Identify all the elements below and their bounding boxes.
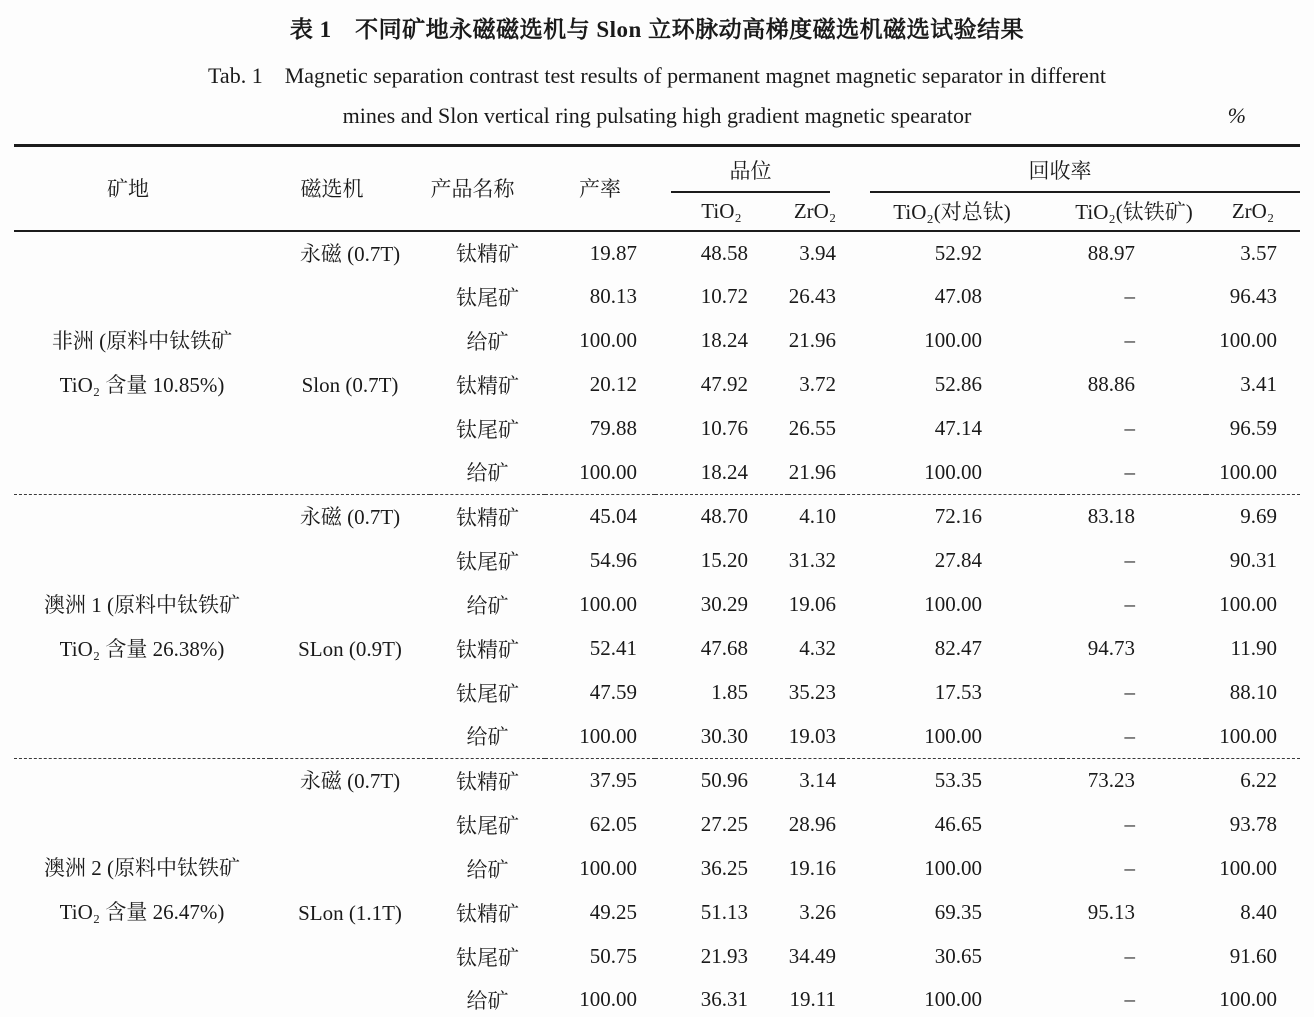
mine-line1: 澳洲 1 (原料中钛铁矿 [44,592,240,617]
cell-grade-tio2: 30.30 [700,723,748,748]
cell-grade-tio2: 21.93 [700,944,748,968]
cell-grade-tio2: 51.13 [700,900,748,924]
col-header-rec-tio2-ilmenite: TiO₂(钛铁矿) [1062,193,1206,231]
cell-rec-tio2-ilmenite: – [1124,459,1135,484]
cell-product: 钛尾矿 [456,417,519,442]
cell-grade-zro2: 26.43 [788,284,836,308]
cell-rec-tio2-total: 100.00 [924,856,982,880]
cell-grade-zro2: 19.03 [788,723,836,748]
mine-line2: TiO₂ 含量 26.47%) [59,900,225,924]
table-header [14,146,1300,231]
cell-grade-tio2: 47.92 [700,372,748,396]
cell-rec-tio2-total: 82.47 [934,636,982,660]
cell-rec-tio2-ilmenite: 88.97 [1087,240,1135,265]
cell-rec-tio2-total: 52.92 [934,240,982,265]
cell-rec-tio2-total: 17.53 [934,680,982,704]
cell-rec-zro2: 8.40 [1240,900,1277,924]
cell-rec-zro2: 11.90 [1230,636,1277,660]
cell-rec-tio2-total: 100.00 [924,459,982,484]
mine-line1: 澳洲 2 (原料中钛铁矿 [44,856,240,880]
cell-product: 钛精矿 [456,901,519,926]
cell-product: 钛尾矿 [456,549,519,574]
cell-rec-tio2-ilmenite: 88.86 [1087,372,1135,396]
cell-rec-tio2-ilmenite: – [1124,723,1135,748]
cell-grade-zro2: 31.32 [788,548,836,572]
cell-grade-tio2: 18.24 [700,328,748,352]
cell-rec-zro2: 88.10 [1229,680,1277,704]
cell-rec-tio2-ilmenite: – [1124,680,1135,704]
cell-rec-tio2-ilmenite: – [1124,944,1135,968]
cell-yield: 100.00 [579,856,637,880]
separator-cell: Slon (0.7T) [301,372,399,397]
cell-product: 钛尾矿 [456,681,519,706]
cell-grade-tio2: 36.31 [700,987,748,1012]
mine-cell [14,759,270,1017]
separator-cell: SLon (1.1T) [298,900,402,925]
cell-rec-tio2-ilmenite: – [1124,592,1135,616]
cell-rec-tio2-total: 27.84 [934,548,982,572]
separator-cell: SLon (0.9T) [298,636,402,661]
cell-rec-zro2: 100.00 [1219,592,1277,616]
cell-grade-zro2: 4.10 [788,495,842,539]
cell-rec-zro2: 100.00 [1219,987,1277,1012]
cell-rec-tio2-ilmenite: – [1124,812,1135,836]
cell-grade-tio2: 48.70 [655,495,788,539]
col-header-yield: 产率 [545,146,655,231]
cell-rec-tio2-ilmenite: – [1124,416,1135,440]
table-title-en-line2: mines and Slon vertical ring pulsating high gradient magnetic spearator [342,103,972,128]
cell-rec-zro2: 100.00 [1219,328,1277,352]
cell-grade-zro2: 35.23 [788,680,836,704]
cell-grade-tio2: 36.25 [700,856,748,880]
table-row [14,495,1300,539]
cell-grade-zro2: 3.14 [788,759,842,803]
cell-yield: 100.00 [579,723,637,748]
cell-yield: 45.04 [545,495,655,539]
cell-rec-zro2: 91.60 [1229,944,1277,968]
cell-product: 给矿 [466,329,509,354]
mine-cell [14,231,270,495]
table-row [14,231,1300,275]
separator-cell: 永磁 (0.7T) [270,759,430,891]
cell-grade-zro2: 28.96 [788,812,836,836]
cell-rec-tio2-total: 30.65 [934,944,982,968]
cell-rec-tio2-total: 100.00 [924,987,982,1012]
cell-grade-tio2: 10.72 [700,284,748,308]
cell-grade-tio2: 1.85 [711,680,748,704]
cell-product: 钛尾矿 [456,945,519,970]
cell-rec-zro2: 100.00 [1219,459,1277,484]
cell-grade-zro2: 19.06 [788,592,836,616]
cell-grade-zro2: 3.26 [799,900,836,924]
cell-product: 钛尾矿 [456,813,519,838]
mine-line2: TiO₂ 含量 10.85%) [59,372,225,397]
col-header-separator: 磁选机 [270,146,430,231]
cell-rec-zro2: 9.69 [1206,495,1300,539]
cell-product: 钛尾矿 [456,285,519,310]
cell-rec-tio2-ilmenite: 83.18 [1062,495,1206,539]
cell-rec-zro2: 96.43 [1229,284,1277,308]
group-header-grade-label: 品位 [729,158,772,183]
group-header-recovery-label: 回收率 [1028,158,1092,183]
cell-rec-tio2-ilmenite: 95.13 [1087,900,1135,924]
cell-product: 钛精矿 [456,637,519,662]
cell-rec-tio2-total: 52.86 [934,372,982,396]
cell-yield: 62.05 [589,812,637,836]
cell-yield: 49.25 [589,900,637,924]
cell-rec-tio2-total: 72.16 [842,495,1062,539]
cell-product: 钛精矿 [456,242,519,266]
cell-grade-zro2: 21.96 [788,459,836,484]
header-row-groups [14,146,1300,193]
cell-rec-zro2: 6.22 [1206,759,1300,803]
cell-product: 给矿 [466,988,509,1013]
cell-grade-tio2: 18.24 [700,459,748,484]
cell-grade-zro2: 21.96 [788,328,836,352]
group-header-grade [655,146,842,193]
cell-rec-tio2-ilmenite: – [1124,284,1135,308]
cell-rec-tio2-ilmenite: – [1124,328,1135,352]
cell-grade-zro2: 26.55 [788,416,836,440]
col-header-rec-zro2: ZrO₂ [1206,193,1300,231]
cell-grade-zro2: 19.11 [789,987,836,1012]
group-header-recovery [842,146,1300,193]
table-body [14,231,1300,1017]
col-header-grade-tio2: TiO₂ [655,193,788,231]
separator-cell: 永磁 (0.7T) [299,241,401,266]
cell-grade-tio2: 50.96 [655,759,788,803]
cell-yield: 54.96 [589,548,637,572]
cell-rec-tio2-total: 47.08 [934,284,982,308]
table-title-en-line2-row [0,103,1314,129]
mine-line1: 非洲 (原料中钛铁矿 [51,328,233,353]
cell-rec-zro2: 93.78 [1229,812,1277,836]
cell-grade-zro2: 34.49 [788,944,836,968]
cell-grade-zro2: 3.72 [799,372,836,396]
cell-rec-zro2: 100.00 [1219,856,1277,880]
cell-rec-zro2: 3.57 [1240,240,1277,265]
cell-grade-tio2: 47.68 [700,636,748,660]
cell-yield: 100.00 [579,328,637,352]
cell-rec-tio2-ilmenite: – [1124,856,1135,880]
cell-rec-tio2-total: 69.35 [934,900,982,924]
col-header-rec-tio2-total: TiO₂(对总钛) [842,193,1062,231]
cell-rec-tio2-total: 100.00 [924,328,982,352]
cell-grade-tio2: 27.25 [700,812,748,836]
table-row [14,759,1300,803]
cell-product: 给矿 [466,593,509,618]
cell-product: 钛精矿 [456,373,519,398]
cell-yield: 37.95 [545,759,655,803]
table-title-zh: 表 1 不同矿地永磁磁选机与 Slon 立环脉动高梯度磁选机磁选试验结果 [289,17,1025,42]
cell-rec-tio2-total: 53.35 [842,759,1062,803]
cell-rec-zro2: 3.41 [1240,372,1277,396]
cell-product: 钛精矿 [430,495,545,539]
cell-grade-tio2: 15.20 [700,548,748,572]
cell-yield: 100.00 [579,459,637,484]
cell-yield: 20.12 [589,372,637,396]
cell-product: 给矿 [466,461,509,486]
results-table [14,144,1300,1017]
cell-rec-tio2-ilmenite: – [1124,548,1135,572]
cell-rec-tio2-total: 100.00 [924,592,982,616]
cell-product: 钛精矿 [430,759,545,803]
cell-rec-zro2: 100.00 [1219,723,1277,748]
cell-grade-zro2: 4.32 [799,636,836,660]
cell-product: 给矿 [466,725,509,750]
cell-rec-tio2-ilmenite: 73.23 [1062,759,1206,803]
cell-yield: 47.59 [589,680,637,704]
cell-grade-tio2: 30.29 [700,592,748,616]
cell-rec-tio2-total: 100.00 [924,723,982,748]
cell-yield: 100.00 [579,592,637,616]
table-title-en-line1: Tab. 1 Magnetic separation contrast test results of permanent magnet magnetic separator in different [208,63,1106,88]
col-header-mine: 矿地 [14,146,270,231]
col-header-grade-zro2: ZrO₂ [788,193,842,231]
cell-grade-zro2: 3.94 [799,240,836,265]
cell-yield: 52.41 [589,636,637,660]
mine-line2: TiO₂ 含量 26.38%) [59,636,225,661]
cell-grade-tio2: 48.58 [700,240,748,265]
cell-rec-tio2-ilmenite: – [1124,987,1135,1012]
unit-label: % [1227,103,1246,128]
cell-rec-zro2: 90.31 [1229,548,1277,572]
separator-cell: 永磁 (0.7T) [270,495,430,627]
cell-yield: 19.87 [589,240,637,265]
col-header-product: 产品名称 [430,146,545,231]
cell-yield: 50.75 [589,944,637,968]
cell-yield: 79.88 [589,416,637,440]
cell-rec-tio2-total: 47.14 [934,416,982,440]
cell-yield: 80.13 [589,284,637,308]
mine-cell [14,495,270,759]
cell-yield: 100.00 [579,987,637,1012]
cell-rec-zro2: 96.59 [1229,416,1277,440]
cell-grade-zro2: 19.16 [788,856,836,880]
cell-grade-tio2: 10.76 [700,416,748,440]
cell-rec-tio2-ilmenite: 94.73 [1087,636,1135,660]
cell-rec-tio2-total: 46.65 [934,812,982,836]
cell-product: 给矿 [466,857,509,882]
